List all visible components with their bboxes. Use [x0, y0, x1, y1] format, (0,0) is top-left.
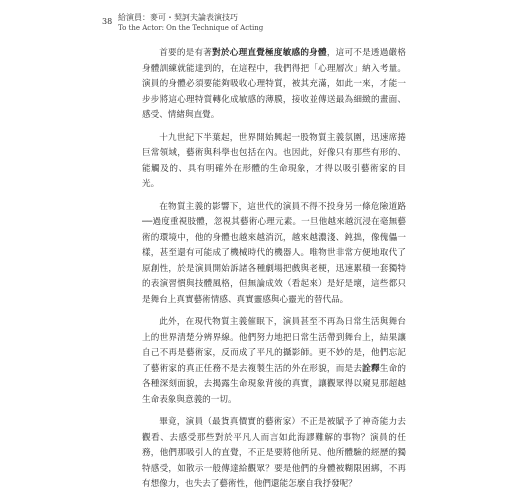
paragraph-text: 十九世紀下半葉起，世界開始興起一股物質主義氛圍，迅速席捲巨常領域，藝術與科學也包括在內。也因此，好像只有那些有形的、能觸及的、具有明確外在形體的生命現象，才得以吸引藝術家的目光。 [142, 132, 406, 189]
paragraph-text: 生命的各種深刻面貌，去揭露生命現象背後的真實，讓觀眾得以窺見那超越生命表象與意義的一切。 [142, 363, 406, 405]
emphasis-text: 對於心理直覺極度敏感的身體 [212, 48, 327, 58]
page-number: 38 [102, 17, 113, 26]
header-title-en: To the Actor: On the Technique of Acting [118, 24, 264, 32]
paragraph-text: 此外，在現代物質主義催眠下，演員甚至不再為日常生活與舞台上的世界清楚分辨界線。他們努力地把日常生活帶到舞台上，結果讓自己不再是藝術家，反而成了平凡的攝影師。更不妙的是，他們忘記了藝術家的真正任務不是去複製生活的外在形貌，而是去 [142, 317, 406, 374]
emphasis-text: 詮釋 [362, 363, 380, 374]
paragraph-text: 畢竟，演員（最貨真價實的藝術家）不正是被賦予了神奇能力去觀看、去感受那些對於平凡人而言如此海謬難解的事物？演員的任務，他們那吸引人的直覺，不正是要將他所見、他所體驗的經歷的獨特感受，如散示一般傳達給觀眾？要是他們的身體被糊限困綁，不再有想像力，也失去了藝術性，他們還能怎麼自我抒發呢？ [142, 417, 406, 489]
paragraph [142, 315, 406, 408]
paragraph-text: ，這可不是透過嚴格身體訓練就能達到的，在這程中，我們得把「心理層次」納入考量。演員的身體必須要能夠吸收心理特質，被其充滿，如此一來，才能一步步將這心理特質轉化成敏感的薄膜，接收並傳送最為細緻的畫面、感受、情緒與直覺。 [142, 48, 406, 120]
paragraph [142, 200, 406, 309]
paragraph-text: 首要的是有著 [159, 48, 213, 58]
paragraph-text: 在物質主義的影響下，這世代的演員不得不投身另一條危險道路──過度重視肢體，忽視其藝術心理元素。一旦他越來越沉浸在毫無藝術的環境中，他的身體也越來越消沉，越來越濃淺、鈍拙，像傀儡一樣，甚至還有可能成了機械時代的機器人。唯物世非常方便地取代了原創性，於是演員開始訴諸各種劇場把戲與老梗，迅速累積一套獨特的表演習慣與技體風格，但無論成效（看起來）是好是壞，這些都只是舞台上真實藝術情感、真實靈感與心靈光的替代品。 [142, 201, 406, 305]
paragraph [142, 415, 406, 493]
paragraph [142, 46, 406, 124]
header-title-zh: 給演員：麥可・契訶夫論表演技巧 [118, 13, 238, 22]
body-text [142, 46, 406, 494]
paragraph [142, 131, 406, 193]
running-header [118, 12, 418, 33]
